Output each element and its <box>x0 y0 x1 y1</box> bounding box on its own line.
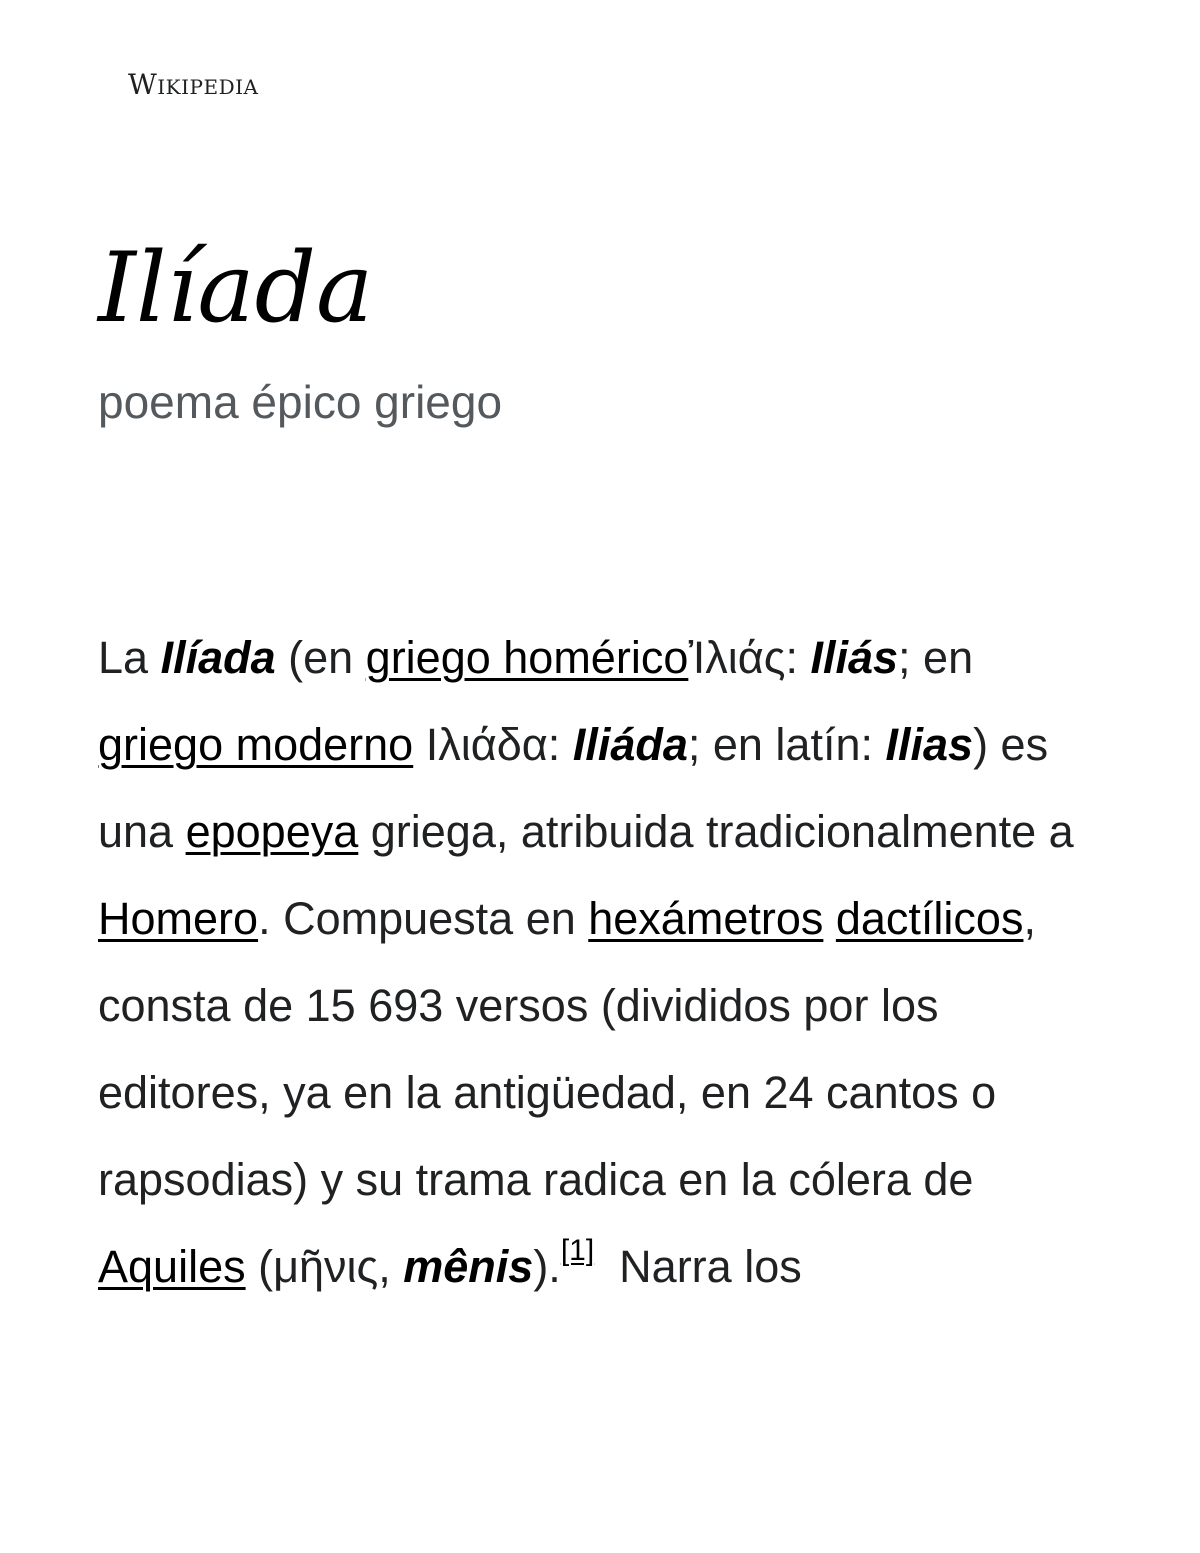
article-intro-paragraph <box>98 614 1098 1310</box>
transliteration-menis: mênis <box>403 1241 534 1292</box>
text-segment: , consta de 15 693 versos (divididos por los editores, ya en la antigüedad, en 24 cantos o rapsodias) y su trama radica en la cólera de <box>98 893 1036 1205</box>
text-segment: ) es una <box>98 719 1049 857</box>
link-epopeya[interactable]: epopeya <box>185 806 359 857</box>
text-segment: ; en <box>898 632 974 683</box>
greek-menis-text: μῆνις <box>273 1241 379 1292</box>
text-segment <box>823 893 836 944</box>
greek-homeric-text: Ἰλιάς <box>688 632 786 683</box>
reference-link-1[interactable]: [1] <box>560 1234 595 1267</box>
text-segment: ( <box>245 1241 274 1292</box>
greek-modern-text: Ιλιάδα <box>413 719 548 770</box>
page-title: Ilíada <box>98 232 374 344</box>
link-dactilicos[interactable]: dactílicos <box>835 893 1024 944</box>
latin-name: Ilias <box>885 719 974 770</box>
text-segment: griega, atribuida tradicionalmente a <box>358 806 1074 857</box>
link-griego-moderno[interactable]: griego moderno <box>98 719 414 770</box>
text-segment: . Compuesta en <box>258 893 589 944</box>
text-segment: , <box>378 1241 404 1292</box>
transliteration-iliada: Iliáda <box>572 719 688 770</box>
link-hexametros[interactable]: hexámetros <box>588 893 824 944</box>
page-description: poema épico griego <box>98 376 503 428</box>
text-segment: : <box>547 719 573 770</box>
reference-superscript <box>561 1234 594 1267</box>
bold-title: Ilíada <box>160 632 276 683</box>
text-segment: La <box>98 632 161 683</box>
link-homero[interactable]: Homero <box>98 893 259 944</box>
wikipedia-wordmark[interactable]: Wikipedia <box>128 68 259 101</box>
text-segment: ; en latín: <box>687 719 886 770</box>
text-segment: ). <box>533 1241 561 1292</box>
link-aquiles[interactable]: Aquiles <box>98 1241 246 1292</box>
link-griego-homerico[interactable]: griego homérico <box>365 632 689 683</box>
text-segment: : <box>785 632 811 683</box>
text-segment: (en <box>275 632 366 683</box>
transliteration-ilias: Iliás <box>810 632 899 683</box>
text-segment: Narra los <box>594 1241 802 1292</box>
